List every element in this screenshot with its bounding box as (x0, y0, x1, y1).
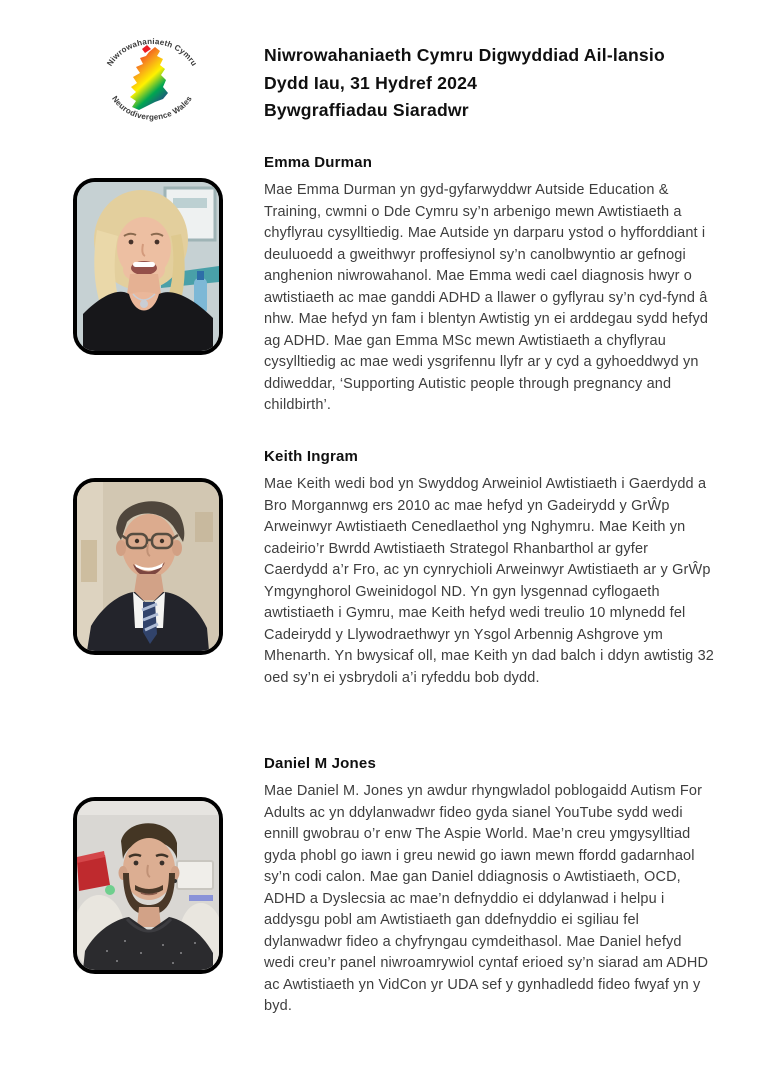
speaker-section-keith-ingram (264, 446, 714, 689)
document-title (264, 42, 734, 125)
logo-arc-top-text: Niwrowahaniaeth Cymru (105, 36, 199, 68)
speaker-name-keith-ingram: Keith Ingram (264, 448, 359, 465)
wales-map-icon (130, 45, 168, 110)
speaker-section-emma-durman (264, 152, 714, 417)
emma-durman-portrait-graphic (77, 182, 219, 351)
keith-ingram-portrait-graphic (77, 482, 219, 651)
speaker-bio-emma-durman: Mae Emma Durman yn gyd-gyfarwyddwr Autside Education & Training, cwmni o Dde Cymru sy’n arbenigo mewn Awtistiaeth a chyflyrau cysylltiedig. Mae Autside yn darparu ystod o hyfforddiant i deuluoedd a gweithwyr proffesiynol sy’n canolbwyntio ar gefnogi anghenion niwrowahanol. Mae Emma wedi cael diagnosis hwyr o awtistiaeth ac mae ganddi ADHD a llawer o gyflyrau sy’n cyd-fynd â nhw. Mae hefyd yn fam i blentyn Awtistig yn ei arddegau sydd hefyd ag ADHD. Mae gan Emma MSc mewn Awtistiaeth a chyflyrau cysylltiedig ac mae wedi ysgrifennu llyfr ar y cyd a gyhoeddwyd yn ddiweddar, ‘Supporting Autistic people through pregnancy and childbirth’. (264, 182, 709, 413)
title-line-1: Niwrowahaniaeth Cymru Digwyddiad Ail-lansio (264, 45, 665, 65)
title-line-3: Bywgraffiadau Siaradwr (264, 100, 469, 120)
daniel-m-jones-photo (73, 797, 223, 974)
speaker-bio-keith-ingram: Mae Keith wedi bod yn Swyddog Arweiniol Awtistiaeth i Gaerdydd a Bro Morgannwg ers 2010 ac mae hefyd yn Gadeirydd y GrŴp Arweinwyr Awtistiaeth Cenedlaethol yng Nghymru. Mae Keith yn cadeirio’r Bwrdd Awtistiaeth Strategol Rhanbarthol ar gyfer Caerdydd a’r Fro, ac yn cynrychioli Arweinwyr Awtistiaeth ar y GrŴp Ymgynghorol Gweinidogol ND. Yn gyn lysgennad cyflogaeth awtistiaeth i Gymru, mae Keith hefyd wedi treulio 10 mlynedd fel Cadeirydd y Llywodraethwyr yn Ysgol Arbennig Ashgrove ym Mhenarth. Yn bwysicaf oll, mae Keith yn dad balch i ddyn awtistig 32 oed sy’n ei ysbrydoli a’i ryfeddu bob dydd. (264, 476, 715, 686)
speaker-section-daniel-m-jones (264, 753, 714, 1018)
speaker-bio-daniel-m-jones: Mae Daniel M. Jones yn awdur rhyngwladol poblogaidd Autism For Adults ac yn ddylanwadwr fideo gyda sianel YouTube sydd wedi ennill gwobrau o’r enw The Aspie World. Mae’n creu ymgysylltiad gyda phobl go iawn i greu newid go iawn mewn ffordd gadarnhaol sy’n codi calon. Mae gan Daniel ddiagnosis o Awtistiaeth, OCD, ADHD a Dyslecsia ac mae’n defnyddio ei ddylanwad i helpu i addysgu pobl am Awtistiaeth gan ddefnyddio ei sgiliau fel dylanwadwr fideo a chyfryngau cymdeithasol. Mae Daniel hefyd wedi creu’r panel niwroamrywiol cyntaf erioed sy’n siarad am ADHD ac Awtistiaeth yn VidCon yr UDA sef y gynhadledd fideo fwyaf yn y byd. (264, 783, 709, 1014)
keith-ingram-photo (73, 478, 223, 655)
logo-arc-bottom-text: Neurodivergence Wales (110, 94, 194, 122)
neurodivergence-wales-logo (96, 36, 208, 128)
wales-rainbow-logo-graphic (96, 36, 208, 128)
emma-durman-photo (73, 178, 223, 355)
daniel-m-jones-portrait-graphic (77, 801, 219, 970)
speaker-name-emma-durman: Emma Durman (264, 154, 373, 171)
speaker-name-daniel-m-jones: Daniel M Jones (264, 755, 376, 772)
title-line-2: Dydd Iau, 31 Hydref 2024 (264, 72, 478, 93)
